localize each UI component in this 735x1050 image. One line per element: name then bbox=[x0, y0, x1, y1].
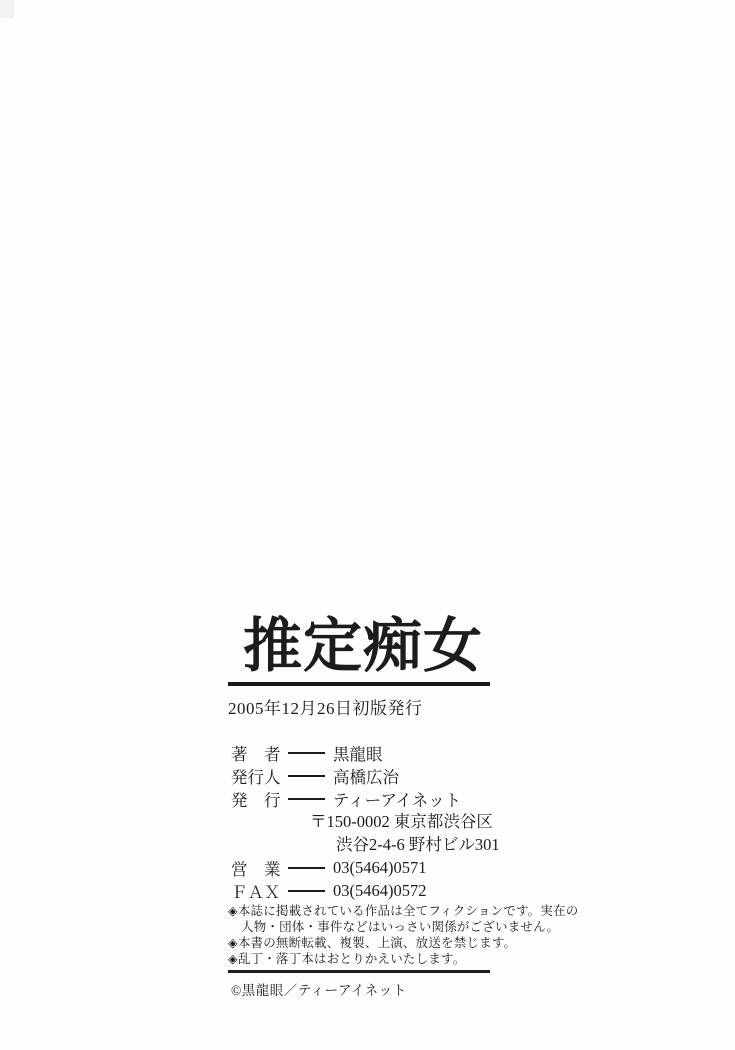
publisher-person-value: 高橋広治 bbox=[333, 767, 399, 787]
note-fiction-disclaimer-cont: 人物・団体・事件などはいっさい関係がございません。 bbox=[241, 920, 560, 934]
edition-date-line: 2005年12月26日初版発行 bbox=[228, 699, 423, 718]
disclaimer-notes bbox=[228, 903, 579, 967]
book-title: 推定痴女 bbox=[243, 613, 484, 679]
publisher-row bbox=[228, 787, 490, 810]
dash-line bbox=[288, 775, 325, 777]
title-divider-rule bbox=[228, 682, 490, 686]
sales-phone-row bbox=[228, 856, 490, 879]
fax-value: 03(5464)0572 bbox=[333, 880, 427, 900]
publisher-value: ティーアイネット bbox=[333, 790, 462, 810]
colophon-block bbox=[228, 613, 579, 999]
dash-line bbox=[288, 752, 325, 754]
publisher-address-line1: 〒150-0002 東京都渋谷区 bbox=[310, 812, 493, 831]
dash-line bbox=[288, 798, 325, 800]
note-defective-copies: ◈乱丁・落丁本はおとりかえいたします。 bbox=[228, 952, 466, 966]
dash-line bbox=[288, 890, 325, 892]
author-row bbox=[228, 741, 490, 764]
publisher-label: 発 行 bbox=[231, 790, 281, 810]
author-label: 著 者 bbox=[231, 744, 281, 764]
sales-phone-value: 03(5464)0571 bbox=[333, 857, 427, 877]
bottom-divider-rule bbox=[228, 970, 490, 973]
publication-info-rows bbox=[228, 741, 500, 902]
scan-corner-artifact bbox=[0, 0, 14, 18]
copyright-line: ©黒龍眼／ティーアイネット bbox=[231, 983, 407, 998]
author-value: 黒龍眼 bbox=[333, 744, 383, 764]
fax-label: ＦＡＸ bbox=[231, 882, 281, 902]
sales-label: 営 業 bbox=[231, 859, 281, 879]
publisher-person-label: 発行人 bbox=[231, 767, 281, 787]
note-fiction-disclaimer: ◈本誌に掲載されている作品は全てフィクションです。実在の bbox=[228, 904, 579, 918]
publisher-person-row bbox=[228, 764, 490, 787]
note-no-reproduction: ◈本書の無断転載、複製、上演、放送を禁じます。 bbox=[228, 936, 517, 950]
fax-row bbox=[228, 879, 490, 902]
publisher-address-line2: 渋谷2-4-6 野村ビル301 bbox=[336, 835, 500, 854]
dash-line bbox=[288, 867, 325, 869]
